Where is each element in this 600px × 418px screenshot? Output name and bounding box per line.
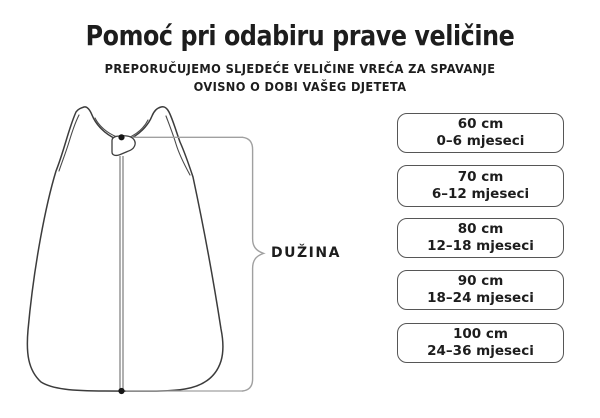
size-option-70 — [397, 165, 564, 207]
size-value: 60 cm — [457, 116, 504, 132]
size-age: 12–18 mjeseci — [427, 238, 534, 254]
size-option-80 — [397, 218, 564, 258]
length-brace — [243, 137, 264, 391]
size-option-90 — [397, 270, 564, 310]
size-age: 18–24 mjeseci — [427, 290, 534, 306]
size-value: 100 cm — [453, 326, 508, 342]
size-age: 0–6 mjeseci — [436, 133, 525, 149]
length-label: DUŽINA — [271, 245, 341, 261]
size-value: 90 cm — [457, 273, 504, 289]
size-option-60 — [397, 113, 564, 153]
zipper-top-dot — [118, 134, 124, 140]
size-option-100 — [397, 323, 564, 363]
zipper-bottom-dot — [118, 388, 124, 394]
page-subtitle-line1: PREPORUČUJEMO SLJEDEĆE VELIČINE VREĆA ZA SPAVANJE — [104, 62, 496, 76]
page-title: Pomoć pri odabiru prave veličine — [85, 19, 515, 52]
size-age: 24–36 mjeseci — [427, 343, 534, 359]
size-age: 6–12 mjeseci — [431, 186, 530, 202]
size-value: 80 cm — [457, 221, 504, 237]
page-subtitle-line2: OVISNO O DOBI VAŠEG DJETETA — [193, 80, 407, 94]
size-value: 70 cm — [457, 169, 504, 185]
